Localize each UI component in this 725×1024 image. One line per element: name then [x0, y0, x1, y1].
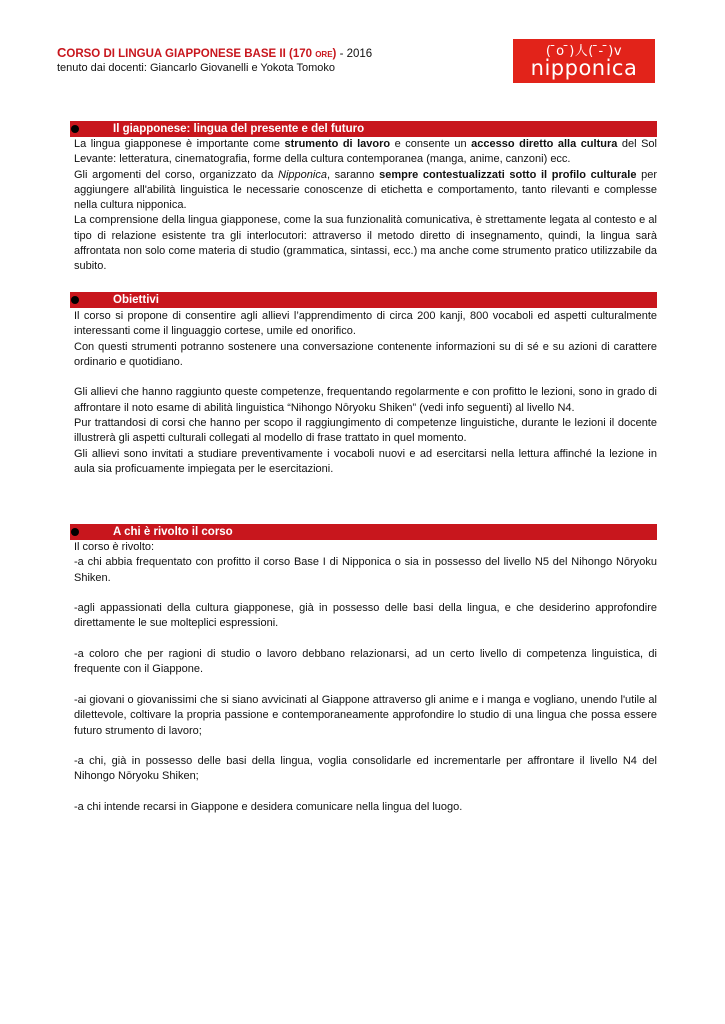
list-item: -agli appassionati della cultura giapponese, già in possesso delle basi della lingua, e che desiderino approfondire direttamente le sue molteplici espressioni. [74, 602, 657, 630]
paragraph: La lingua giapponese è importante come strumento di lavoro e consente un accesso diretto alla cultura del Sol Levante: letteratura, cinematografia, forme della cultura contemporanea (manga, anime, canzoni) ecc. [74, 138, 657, 166]
paragraph: La comprensione della lingua giapponese, come la sua funzionalità comunicativa, è strettamente legata al contesto e al tipo di relazione esistente tra gli interlocutori: attraverso il metodo diretto di insegnamento, quindi, la lingua sarà affrontata non solo come materia di studio (grammatica, sintassi, ecc.) ma anche come strumento pratico utilizzabile da subito. [74, 214, 657, 273]
section-header-destinatari [70, 524, 657, 540]
document-title: CORSO DI LINGUA GIAPPONESE BASE II (170 ORE) - 2016 [57, 45, 373, 60]
list-item: -ai giovani o giovanissimi che si siano avvicinati al Giappone attraverso gli anime e i manga e vogliano, unendo l'utile al dilettevole, coltivare la propria passione e contemporaneamente approfondire lo studio di una lingua che possa essere futuro strumento di lavoro; [74, 693, 657, 737]
paragraph: Gli allievi sono invitati a studiare preventivamente i vocaboli nuovi e ad esercitarsi nella lettura affinché la lezione in aula sia proficuamente impiegata per le esercitazioni. [74, 447, 657, 475]
paragraph: Il corso è rivolto: [74, 541, 155, 553]
list-item: -a chi abbia frequentato con profitto il corso Base I di Nipponica o sia in possesso del livello N5 del Nihongo Nōryoku Shiken. [74, 556, 657, 584]
section-body-obiettivi [74, 309, 657, 477]
section-title: A chi è rivolto il corso [113, 526, 233, 538]
section-header-obiettivi [70, 292, 657, 308]
list-item: -a chi intende recarsi in Giappone e desidera comunicare nella lingua del luogo. [74, 801, 463, 814]
list-item: -a coloro che per ragioni di studio o lavoro debbano relazionarsi, ad un certo livello di competenza linguistica, di frequente con il Giappone. [74, 648, 657, 676]
bullet-icon [71, 125, 79, 133]
section-body-giapponese [74, 137, 657, 275]
list-item: -a chi, già in possesso delle basi della lingua, voglia consolidarle ed incrementarle per affrontare il livello N4 del Nihongo Nōryoku Shiken; [74, 755, 657, 783]
section-body-destinatari [74, 540, 657, 815]
bullet-icon [71, 528, 79, 536]
section-title: Il giapponese: lingua del presente e del futuro [113, 123, 365, 135]
section-title: Obiettivi [113, 294, 160, 306]
paragraph: Il corso si propone di consentire agli allievi l’apprendimento di circa 200 kanji, 800 vocaboli ed aspetti culturalmente interessanti come il linguaggio cortese, umile ed onorifico. [74, 310, 657, 338]
section-header-giapponese [70, 121, 657, 137]
logo-name: nipponica [530, 56, 638, 80]
paragraph: Gli argomenti del corso, organizzato da Nipponica, saranno sempre contestualizzati sotto il profilo culturale per aggiungere all'abilità linguistica le necessarie conoscenze di etichetta e comportamento, tanto rilevanti e complesse nella cultura nipponica. [74, 168, 658, 212]
paragraph: Pur trattandosi di corsi che hanno per scopo il raggiungimento di competenze linguistiche, durante le lezioni il docente illustrerà gli aspetti culturali collegati al modello di frase trattato in quel momento. [74, 417, 657, 445]
paragraph: Gli allievi che hanno raggiunto queste competenze, frequentando regolarmente e con profitto le lezioni, sono in grado di affrontare il noto esame di abilità linguistica “Nihongo Nōryoku Shiken” (vedi info seguenti) al livello N4. [74, 386, 657, 414]
document-subtitle: tenuto dai docenti: Giancarlo Giovanelli e Yokota Tomoko [57, 62, 336, 74]
paragraph: Con questi strumenti potranno sostenere una conversazione contenente informazioni su di sé e su azioni di carattere ordinario e quotidiano. [74, 340, 657, 368]
bullet-icon [71, 296, 79, 304]
logo-emoticon: ( ̄o ̄)人( ̄- ̄)v [545, 44, 623, 59]
nipponica-logo [513, 39, 655, 83]
